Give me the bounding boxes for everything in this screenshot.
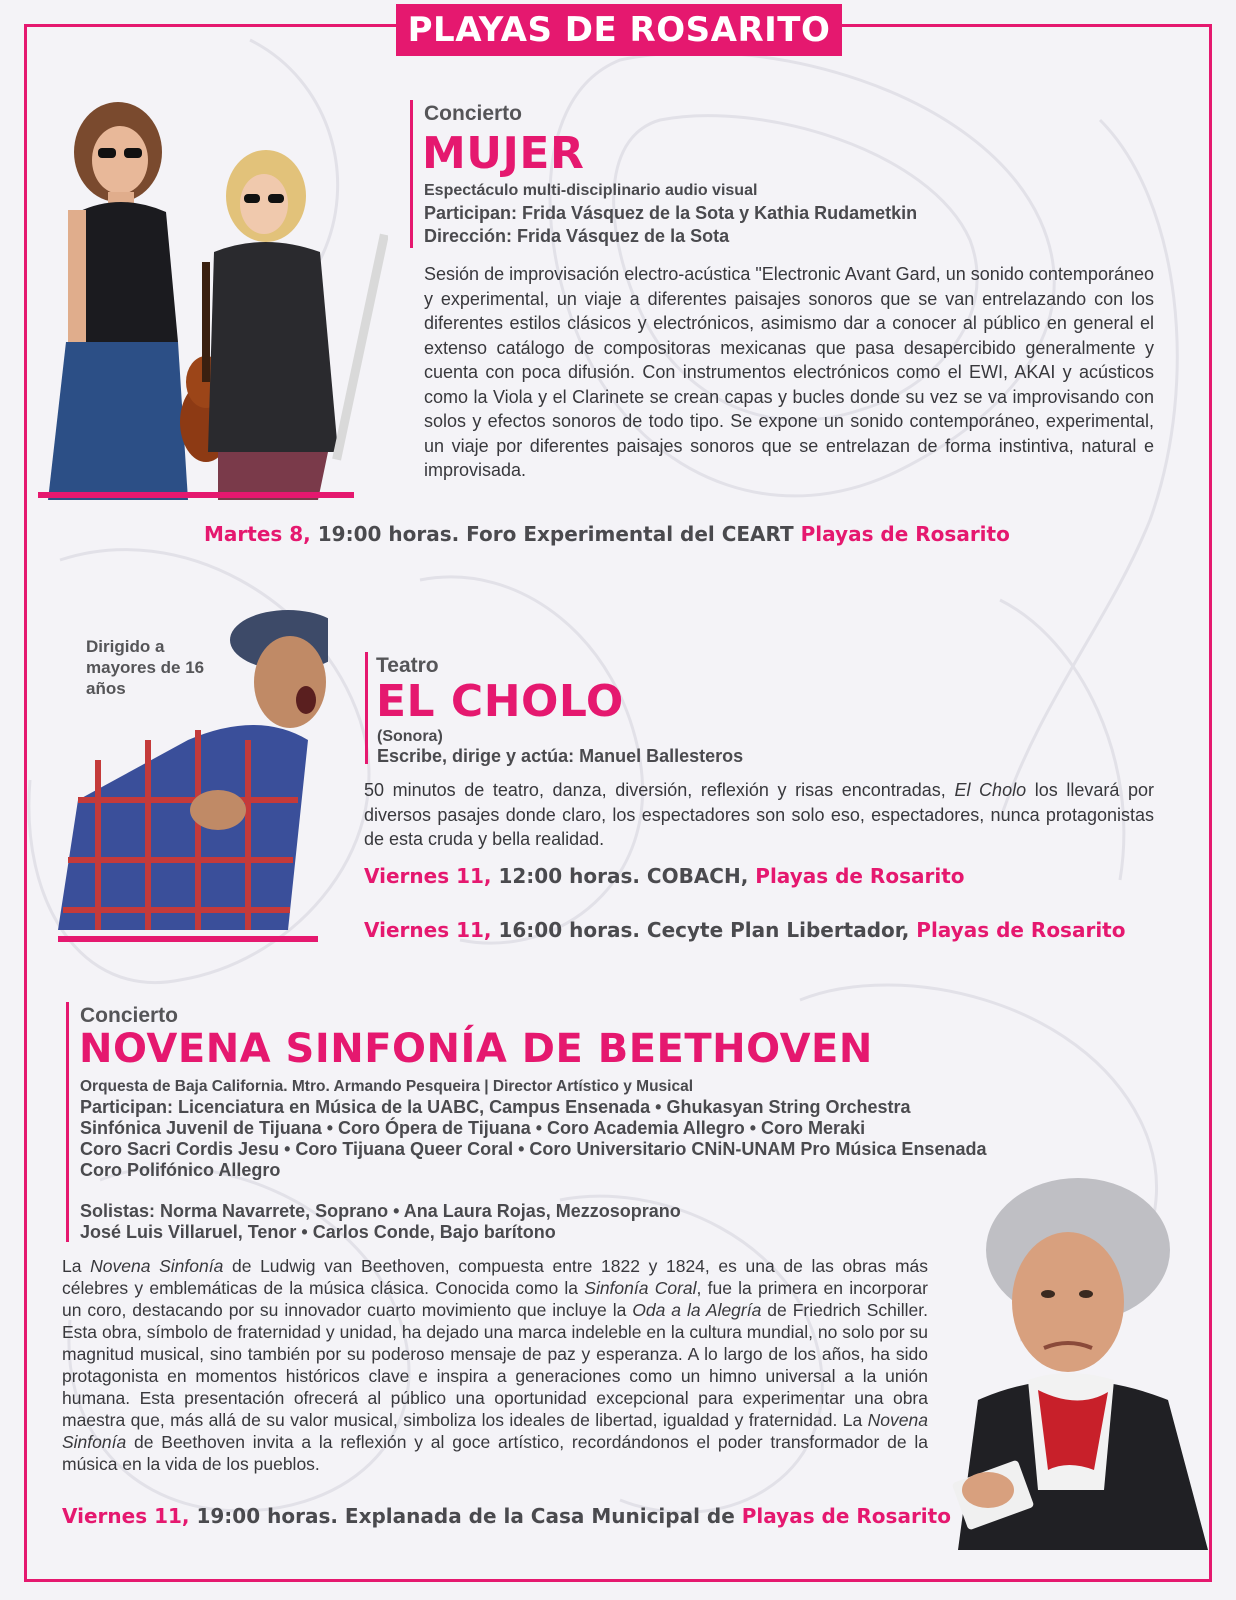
novena-accent-bar <box>66 1002 69 1242</box>
mujer-title: MUJER <box>422 128 585 179</box>
schedule-day: Viernes 11, <box>62 1504 190 1528</box>
novena-participants-1: Participan: Licenciatura en Música de la UABC, Campus Ensenada • Ghukasyan String Orchestra <box>80 1097 911 1117</box>
mujer-schedule <box>204 522 1010 546</box>
novena-schedule <box>62 1504 951 1528</box>
desc-text: de Friedrich Schiller. Esta obra, símbolo de fraternidad y unidad, ha dejado una marca indeleble en la cultura mundial, no solo por su magnitud musical, sino también por su poderoso mensaje de paz y esperanza. A lo largo de los años, ha sido protagonista en momentos históricos clave e inspira a generaciones como un himno universal a la unión humana. Esta presentación ofrecerá al público una oportunidad excepcional para experimentar una obra maestra que, más allá de su valor musical, simboliza los ideales de libertad, igualdad y fraternidad. La <box>62 1300 928 1430</box>
mujer-direction: Dirección: Frida Vásquez de la Sota <box>424 226 730 246</box>
cholo-description <box>364 778 1154 852</box>
cholo-category: Teatro <box>376 654 439 677</box>
schedule-time: 16:00 horas. Cecyte Plan Libertador, <box>491 918 917 942</box>
schedule-day: Martes 8, <box>204 522 311 546</box>
novena-title: NOVENA SINFONÍA DE BEETHOVEN <box>79 1026 873 1072</box>
cholo-schedule-1 <box>364 864 965 888</box>
desc-text: de Beethoven invita a la reflexión y al goce artístico, recordándonos el poder transformador de la música en la vida de los pueblos. <box>62 1432 928 1474</box>
age-notice: Dirigido a mayores de 16 años <box>86 637 205 698</box>
cholo-title: EL CHOLO <box>376 676 624 727</box>
desc-text: los llevará por diversos pasajes donde claro, los espectadores son solo eso, espectadores, nunca protagonistas de esta cruda y bella realidad. <box>364 780 1154 849</box>
mujer-accent-bar <box>410 100 413 248</box>
novena-orchestra: Orquesta de Baja California. Mtro. Armando Pesqueira | Director Artístico y Musical <box>80 1078 694 1095</box>
novena-description <box>62 1255 928 1475</box>
mujer-subtitle: Espectáculo multi-disciplinario audio visual <box>424 182 758 199</box>
desc-text: La <box>62 1256 91 1276</box>
schedule-time: 19:00 horas. Explanada de la Casa Municipal de <box>189 1504 742 1528</box>
desc-italic: El Cholo <box>954 780 1027 800</box>
desc-italic: Novena Sinfonía <box>90 1256 224 1276</box>
schedule-place: Playas de Rosarito <box>755 864 965 888</box>
schedule-time: 12:00 horas. COBACH, <box>491 864 756 888</box>
schedule-place: Playas de Rosarito <box>741 1504 951 1528</box>
desc-text: 50 minutos de teatro, danza, diversión, reflexión y risas encontradas, <box>364 780 955 800</box>
desc-italic: Novena Sinfonía <box>62 1410 928 1452</box>
mujer-participants: Participan: Frida Vásquez de la Sota y Kathia Rudametkin <box>424 203 918 223</box>
page-banner: PLAYAS DE ROSARITO <box>396 4 842 56</box>
musicians-photo <box>38 92 388 500</box>
beethoven-portrait <box>918 1170 1208 1550</box>
novena-soloists-2: José Luis Villaruel, Tenor • Carlos Conde, Bajo barítono <box>80 1222 556 1242</box>
cholo-accent-bar <box>365 652 368 764</box>
cholo-credits: Escribe, dirige y actúa: Manuel Ballesteros <box>377 746 744 766</box>
cholo-schedule-2 <box>364 918 1125 942</box>
mujer-category: Concierto <box>424 102 523 125</box>
cholo-origin: (Sonora) <box>377 728 443 745</box>
actor-photo <box>38 600 328 946</box>
novena-participants-2: Sinfónica Juvenil de Tijuana • Coro Ópera de Tijuana • Coro Academia Allegro • Coro Meraki <box>80 1118 866 1138</box>
desc-italic: Oda a la Alegría <box>632 1300 762 1320</box>
schedule-place: Playas de Rosarito <box>800 522 1010 546</box>
novena-category: Concierto <box>80 1004 179 1027</box>
novena-participants-3: Coro Sacri Cordis Jesu • Coro Tijuana Queer Coral • Coro Universitario CNiN-UNAM Pro Música Ensenada <box>80 1139 987 1159</box>
desc-text: de Ludwig van Beethoven, compuesta entre 1822 y 1824, es una de las obras más célebres y emblemáticas de la música clásica. Conocida como la <box>62 1256 928 1298</box>
schedule-time: 19:00 horas. Foro Experimental del CEART <box>310 522 801 546</box>
novena-participants-4: Coro Polifónico Allegro <box>80 1160 281 1180</box>
schedule-place: Playas de Rosarito <box>916 918 1126 942</box>
schedule-day: Viernes 11, <box>364 918 492 942</box>
desc-text: , fue la primera en incorporar un coro, destacando por su innovador cuarto movimiento que incluye la <box>62 1278 928 1320</box>
mujer-description: Sesión de improvisación electro-acústica "Electronic Avant Gard, un sonido contemporáneo y experimental, un viaje a diferentes paisajes sonoros que se van entrelazando con los diferentes estilos clásicos y electrónicos, asimismo dar a conocer al público en general el extenso catálogo de compositoras mexicanas que pasa desapercibido generalmente y cuenta con poca difusión. Con instrumentos electrónicos como el EWI, AKAI y acústicos como la Viola y el Clarinete se crean capas y bucles donde su vez se va improvisando con solos y efectos sonoros de todo tipo. Se expone un sonido contemporáneo, experimental, un viaje por diferentes paisajes sonoros que se entrelazan de forma instintiva, natural e improvisada. <box>424 264 1154 480</box>
desc-italic: Sinfonía Coral <box>584 1278 697 1298</box>
schedule-day: Viernes 11, <box>364 864 492 888</box>
novena-soloists-1: Solistas: Norma Navarrete, Soprano • Ana Laura Rojas, Mezzosoprano <box>80 1201 681 1221</box>
